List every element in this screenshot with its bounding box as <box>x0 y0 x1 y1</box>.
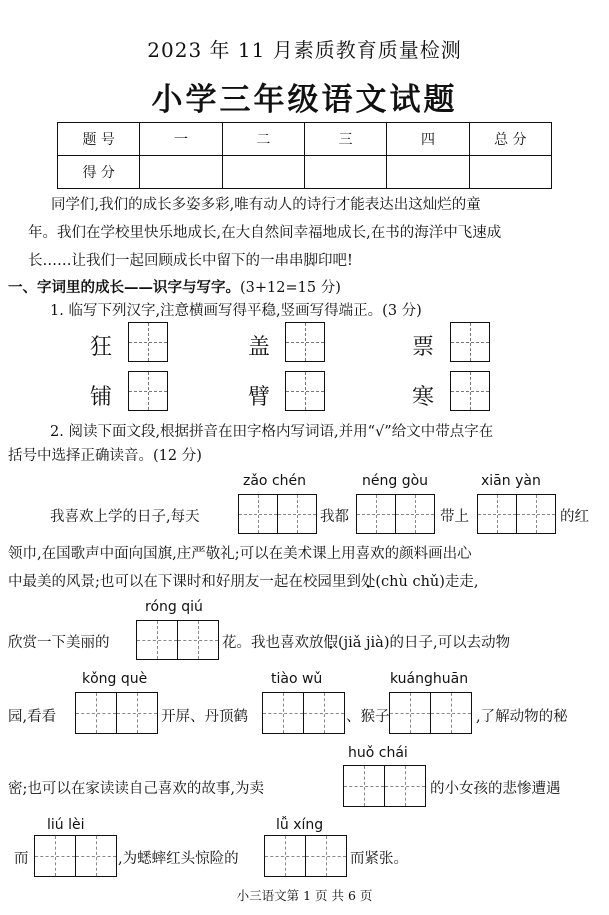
section-1-title: 一、字词里的成长——识字与写字。 <box>8 279 240 296</box>
answer-cell[interactable] <box>34 835 76 877</box>
pinyin-kuanghuan: kuánghuān <box>390 671 469 687</box>
pinyin-nenggou: néng gòu <box>362 473 429 489</box>
passage-text: 而 <box>14 851 29 867</box>
score-cell-label: 题 号 <box>58 123 140 156</box>
passage-text: 花。我也喜欢放 <box>222 635 324 651</box>
dotted-char: 处 <box>360 574 376 590</box>
passage-text-with-dot <box>222 629 510 657</box>
pronunciation-options[interactable]: (jiǎ jià)的日子,可以去动物 <box>338 635 511 651</box>
answer-cell[interactable] <box>277 494 317 534</box>
passage-text: 中最美的风景;也可以在下课时和好朋友一起在校园里到 <box>8 574 361 590</box>
answer-cell[interactable] <box>384 765 426 807</box>
score-table-score-row <box>58 156 552 189</box>
answer-cell[interactable] <box>305 835 347 877</box>
answer-cell[interactable] <box>389 692 431 734</box>
answer-cell[interactable] <box>136 620 178 660</box>
answer-cell[interactable] <box>477 494 517 534</box>
answer-cell[interactable] <box>116 692 158 734</box>
model-char-2: 盖 <box>248 335 271 360</box>
score-blank[interactable] <box>387 156 469 189</box>
copy-box-2[interactable] <box>285 322 325 362</box>
score-blank[interactable] <box>469 156 551 189</box>
answer-cell[interactable] <box>303 692 345 734</box>
answer-cell[interactable] <box>238 494 278 534</box>
pronunciation-options[interactable]: (chù chǔ)走走, <box>375 574 479 590</box>
answer-cell[interactable] <box>430 692 472 734</box>
pinyin-tiaowu: tiào wǔ <box>271 671 323 687</box>
passage-text: 园,看看 <box>8 709 57 725</box>
exam-title: 小学三年级语文试题 <box>151 82 458 118</box>
passage-text: 我都 <box>320 509 349 525</box>
model-char-4: 铺 <box>90 385 113 410</box>
pinyin-huochai: huǒ chái <box>348 745 408 761</box>
copy-box-4[interactable] <box>128 371 168 411</box>
answer-cell[interactable] <box>516 494 556 534</box>
answer-cell[interactable] <box>264 835 306 877</box>
score-table <box>57 122 552 189</box>
model-char-1: 狂 <box>90 335 113 360</box>
intro-line-2: 年。我们在学校里快乐地成长,在大自然间幸福地成长,在书的海洋中飞速成 <box>28 225 502 241</box>
answer-cell[interactable] <box>343 765 385 807</box>
pinyin-liulei: liú lèi <box>47 817 85 833</box>
copy-box-3[interactable] <box>450 322 490 362</box>
answer-cell[interactable] <box>177 620 219 660</box>
q2-instruction-2: 括号中选择正确读音。(12 分) <box>8 448 202 464</box>
score-blank[interactable] <box>140 156 222 189</box>
model-char-3: 票 <box>412 335 435 360</box>
score-cell-2: 二 <box>222 123 304 156</box>
model-char-6: 寒 <box>412 385 435 410</box>
page-footer: 小三语文第 1 页 共 6 页 <box>236 888 373 903</box>
passage-text: 而紧张。 <box>350 851 408 867</box>
answer-cell[interactable] <box>395 494 435 534</box>
answer-cell[interactable] <box>75 692 117 734</box>
passage-text-with-dot <box>8 568 479 596</box>
passage-text: 欣赏一下美丽的 <box>8 635 110 651</box>
score-cell-3: 三 <box>304 123 386 156</box>
passage-text: 我喜欢上学的日子,每天 <box>50 509 200 525</box>
passage-text: 的红 <box>560 509 589 525</box>
answer-cell[interactable] <box>75 835 117 877</box>
copy-box-5[interactable] <box>285 371 325 411</box>
intro-line-3: 长……让我们一起回顾成长中留下的一串串脚印吧! <box>28 253 353 269</box>
exam-subtitle: 2023 年 11 月素质教育质量检测 <box>147 38 462 62</box>
score-table-header-row <box>58 123 552 156</box>
passage-text: ,了解动物的秘 <box>476 709 568 725</box>
score-cell-1: 一 <box>140 123 222 156</box>
pinyin-xianyan: xiān yàn <box>481 473 541 489</box>
copy-box-1[interactable] <box>128 322 168 362</box>
score-blank[interactable] <box>222 156 304 189</box>
passage-text: 开屏、丹顶鹤 <box>161 709 248 725</box>
q1-instruction: 1. 临写下列汉字,注意横画写得平稳,竖画写得端正。(3 分) <box>50 303 422 319</box>
dotted-char: 假 <box>323 635 338 651</box>
section-1-score: (3+12=15 分) <box>240 280 341 296</box>
passage-text: 密;也可以在家读读自己喜欢的故事,为卖 <box>8 781 264 797</box>
answer-cell[interactable] <box>356 494 396 534</box>
passage-text: 的小女孩的悲惨遭遇 <box>430 781 561 797</box>
score-cell-4: 四 <box>387 123 469 156</box>
score-cell-total: 总 分 <box>469 123 551 156</box>
pinyin-kongque: kǒng què <box>82 671 148 687</box>
passage-text: 领巾,在国歌声中面向国旗,庄严敬礼;可以在美术课上用喜欢的颜料画出心 <box>8 546 472 562</box>
model-char-5: 臂 <box>248 385 271 410</box>
score-row-label: 得 分 <box>58 156 140 189</box>
q2-instruction-1: 2. 阅读下面文段,根据拼音在田字格内写词语,并用“√”给文中带点字在 <box>50 424 494 440</box>
passage-text: 、猴子 <box>346 709 390 725</box>
intro-line-1: 同学们,我们的成长多姿多彩,唯有动人的诗行才能表达出这灿烂的童 <box>51 197 481 213</box>
pinyin-rongqiu: róng qiú <box>145 599 203 615</box>
passage-text: 带上 <box>440 509 469 525</box>
copy-box-6[interactable] <box>450 371 490 411</box>
passage-text: ,为蟋蟀红头惊险的 <box>118 851 239 867</box>
answer-cell[interactable] <box>262 692 304 734</box>
pinyin-zaochen: zǎo chén <box>243 473 306 489</box>
pinyin-luxing: lǚ xíng <box>276 817 324 833</box>
score-blank[interactable] <box>304 156 386 189</box>
